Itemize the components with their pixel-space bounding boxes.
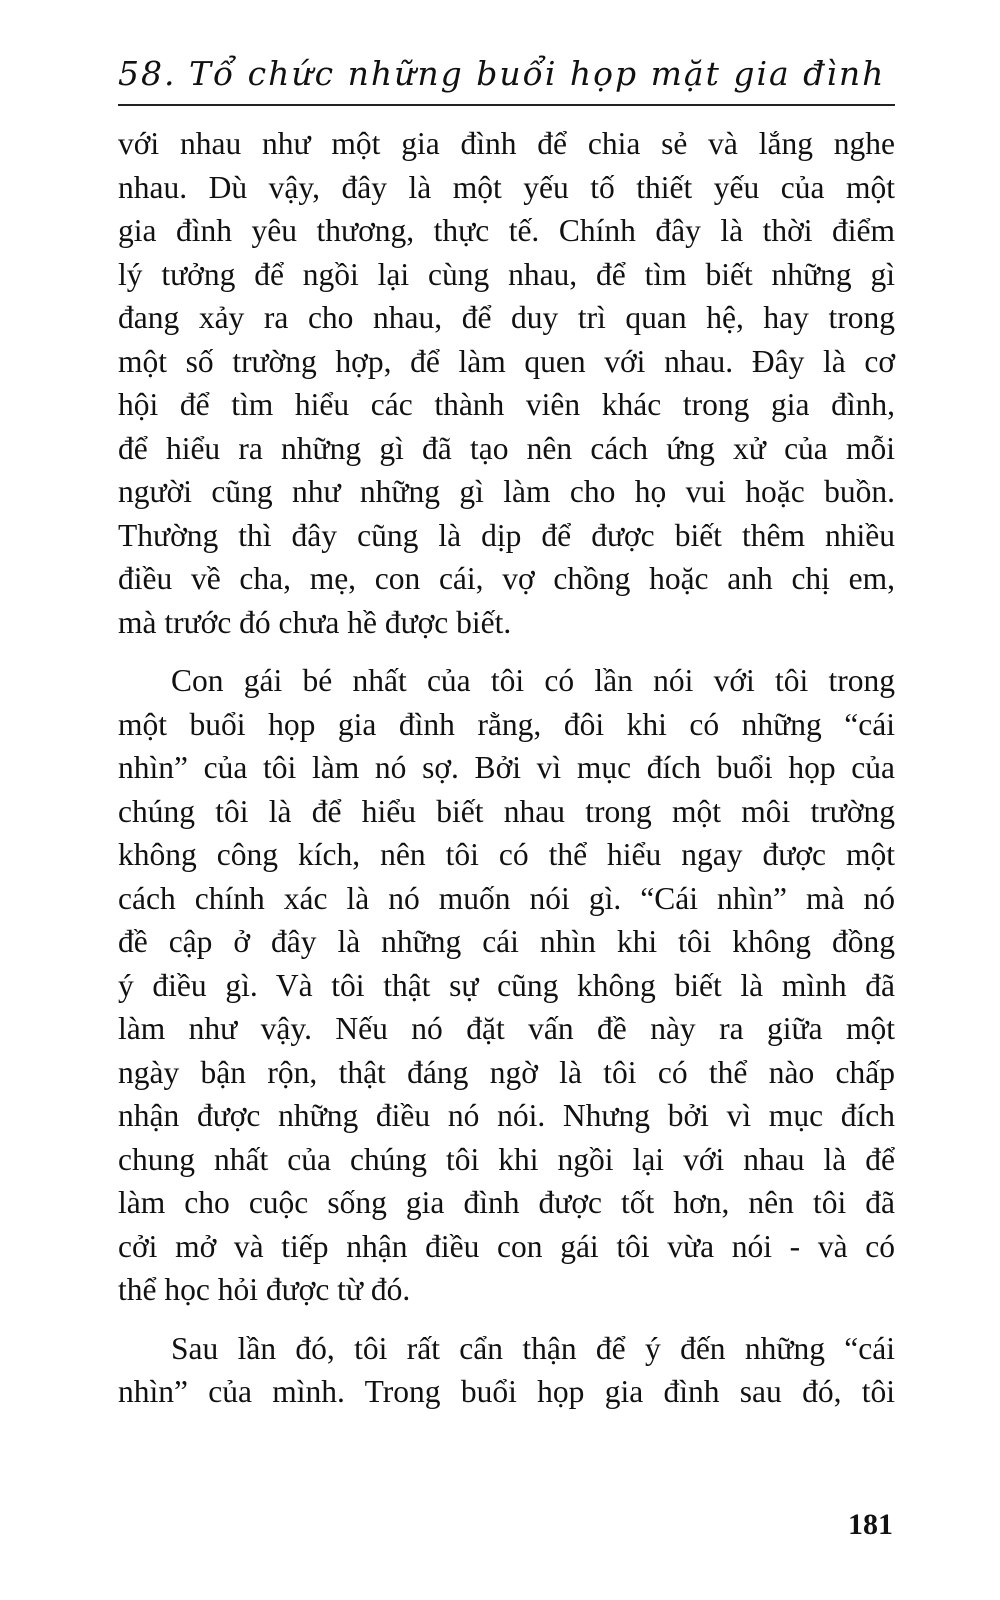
text-line: làm cho cuộc sống gia đình được tốt hơn, nên tôi đã [118, 1185, 895, 1220]
paragraph-1 [118, 122, 895, 644]
text-line: đề cập ở đây là những cái nhìn khi tôi không đồng [118, 924, 895, 959]
chapter-title: 58. Tổ chức những buổi họp mặt gia đình [118, 54, 886, 93]
text-line: nhận được những điều nó nói. Nhưng bởi vì mục đích [118, 1098, 895, 1133]
text-line: nhìn” của mình. Trong buổi họp gia đình sau đó, tôi [118, 1374, 895, 1409]
text-line: gia đình yêu thương, thực tế. Chính đây là thời điểm [118, 213, 895, 248]
text-line: điều về cha, mẹ, con cái, vợ chồng hoặc anh chị em, [118, 561, 895, 596]
text-line: thể học hỏi được từ đó. [118, 1272, 411, 1307]
text-line: nhìn” của tôi làm nó sợ. Bởi vì mục đích buổi họp của [118, 750, 895, 785]
text-line: cởi mở và tiếp nhận điều con gái tôi vừa nói - và có [118, 1228, 895, 1264]
text-line: Con gái bé nhất của tôi có lần nói với tôi trong [171, 663, 895, 698]
text-line: Thường thì đây cũng là dịp để được biết thêm nhiều [118, 517, 895, 553]
text-line: người cũng như những gì làm cho họ vui hoặc buồn. [118, 474, 895, 509]
text-line: ngày bận rộn, thật đáng ngờ là tôi có thể nào chấp [118, 1054, 895, 1090]
text-line: mà trước đó chưa hề được biết. [118, 604, 512, 640]
paragraph-3 [118, 1327, 895, 1414]
text-line: với nhau như một gia đình để chia sẻ và lắng nghe [118, 126, 895, 161]
text-line: nhau. Dù vậy, đây là một yếu tố thiết yếu của một [118, 169, 895, 205]
page-number: 181 [848, 1508, 893, 1541]
text-line: để hiểu ra những gì đã tạo nên cách ứng xử của mỗi [118, 430, 895, 466]
text-line: một buổi họp gia đình rằng, đôi khi có những “cái [118, 706, 895, 742]
text-line: lý tưởng để ngồi lại cùng nhau, để tìm biết những gì [118, 256, 895, 292]
text-line: cách chính xác là nó muốn nói gì. “Cái nhìn” mà nó [118, 880, 895, 916]
text-line: không công kích, nên tôi có thể hiểu ngay được một [118, 837, 895, 872]
text-line: làm như vậy. Nếu nó đặt vấn đề này ra giữa một [118, 1011, 895, 1046]
text-line: đang xảy ra cho nhau, để duy trì quan hệ, hay trong [118, 300, 895, 335]
text-line: ý điều gì. Và tôi thật sự cũng không biết là mình đã [118, 967, 895, 1003]
text-line: Sau lần đó, tôi rất cẩn thận để ý đến những “cái [171, 1330, 895, 1366]
running-header [118, 50, 895, 106]
text-line: chung nhất của chúng tôi khi ngồi lại với nhau là để [118, 1141, 895, 1177]
paragraph-2 [118, 659, 895, 1312]
text-line: chúng tôi là để hiểu biết nhau trong một môi trường [118, 793, 895, 829]
text-line: một số trường hợp, để làm quen với nhau. Đây là cơ [118, 343, 895, 379]
text-line: hội để tìm hiểu các thành viên khác trong gia đình, [118, 387, 895, 422]
body-text [118, 122, 895, 1429]
